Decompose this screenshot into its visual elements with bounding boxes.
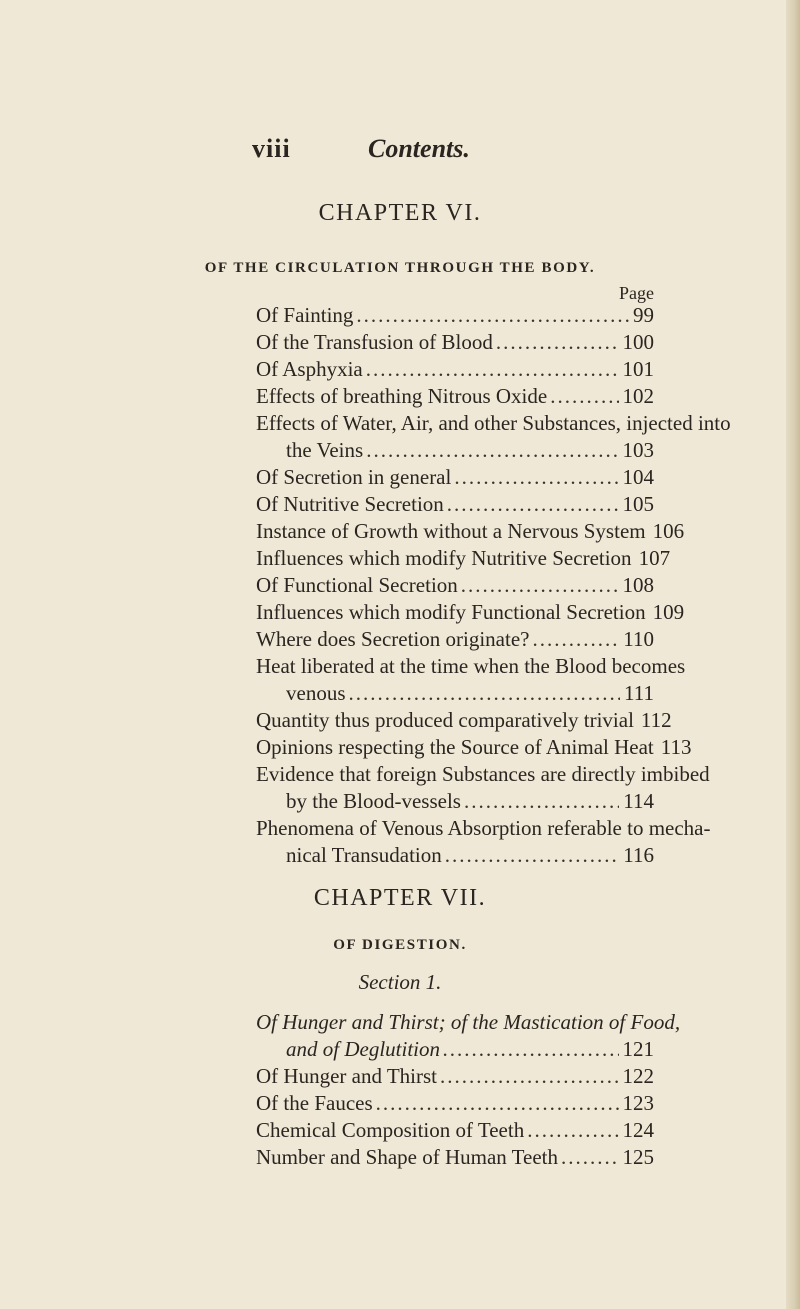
toc-entry-title: Of the Fauces (256, 1091, 373, 1115)
toc-entry-page: 125 (622, 1145, 654, 1169)
toc-entry-page: 108 (622, 573, 654, 597)
running-title: Contents. (368, 134, 470, 163)
toc-entry-page: 122 (622, 1064, 654, 1088)
page-header (0, 134, 800, 174)
toc-entry-title: Instance of Growth without a Nervous System (256, 519, 646, 543)
toc-entry-line: Phenomena of Venous Absorption referable to mecha- (256, 816, 711, 840)
toc-entry-page: 106 (652, 519, 685, 543)
toc-entry (256, 600, 685, 626)
toc-entry (256, 573, 654, 599)
toc-entry (256, 1064, 654, 1090)
toc-entry-title: Influences which modify Nutritive Secretion (256, 546, 632, 570)
toc-entry-page: 123 (622, 1091, 654, 1115)
toc-entry-line: Effects of Water, Air, and other Substances, injected into (256, 411, 731, 435)
toc-entry-title: nical Transudation (286, 843, 442, 867)
toc-entry-title: venous (286, 681, 346, 705)
toc-entry (256, 465, 654, 491)
toc-entry-title: Effects of breathing Nitrous Oxide (256, 384, 548, 408)
toc-entry (286, 789, 654, 815)
leader-dots (366, 357, 619, 382)
toc-entry-line: Heat liberated at the time when the Blood becomes (256, 654, 686, 678)
leader-dots (532, 627, 619, 652)
leader-dots (496, 330, 619, 355)
toc-entry (256, 1118, 654, 1144)
leader-dots (366, 438, 618, 463)
chapter-7-heading: CHAPTER VII. (313, 885, 487, 911)
toc-entry (256, 384, 654, 410)
toc-entry (256, 735, 692, 761)
page-folio: viii (252, 134, 291, 163)
toc-entry (256, 492, 654, 518)
toc-entry-title: Influences which modify Functional Secretion (256, 600, 646, 624)
leader-dots (349, 681, 621, 706)
toc-entry-page: 112 (640, 708, 672, 732)
chapter-7-subtitle: OF DIGESTION. (333, 937, 467, 953)
toc-entry-page: 103 (622, 438, 654, 462)
page-edge (786, 0, 800, 1309)
leader-dots (376, 1091, 619, 1116)
toc-entry-page: 116 (623, 843, 654, 867)
toc-entry-title: the Veins (286, 438, 364, 462)
toc-entry-page: 99 (633, 303, 654, 327)
section-heading: Section 1. (358, 970, 442, 994)
toc-entry (256, 627, 654, 653)
toc-entry-page: 102 (622, 384, 654, 408)
toc-entry-page: 101 (622, 357, 654, 381)
page-column-label: Page (619, 283, 654, 303)
toc-entry-title: Of Secretion in general (256, 465, 452, 489)
toc-entry-title: Number and Shape of Human Teeth (256, 1145, 558, 1169)
toc-entry-title: Chemical Composition of Teeth (256, 1118, 525, 1142)
toc-entry (256, 357, 654, 383)
leader-dots (447, 492, 619, 517)
leader-dots (464, 789, 619, 814)
leader-dots (527, 1118, 618, 1143)
toc-entry-page: 109 (652, 600, 685, 624)
toc-entry (256, 330, 654, 356)
chapter-6-heading: CHAPTER VI. (318, 200, 482, 226)
toc-entry-page: 111 (624, 681, 654, 705)
toc-entry-title: Of Asphyxia (256, 357, 363, 381)
toc-entry-page: 124 (622, 1118, 654, 1142)
toc-entry (256, 1091, 654, 1117)
toc-entry (256, 303, 654, 329)
toc-entry (256, 1145, 654, 1171)
toc-entry (256, 519, 685, 545)
toc-entry-page: 121 (622, 1037, 654, 1061)
toc-entry-title: Of the Transfusion of Blood (256, 330, 493, 354)
toc-entry-page: 100 (622, 330, 654, 354)
toc-entry-page: 105 (622, 492, 654, 516)
leader-dots (461, 573, 619, 598)
toc-entry-title: Of Fainting (256, 303, 354, 327)
toc-entry (286, 1037, 654, 1063)
toc-entry-page: 107 (638, 546, 671, 570)
leader-dots (440, 1064, 619, 1089)
toc-entry-page: 113 (660, 735, 692, 759)
leader-dots (356, 303, 629, 328)
toc-entry (286, 843, 654, 869)
chapter-6-subtitle: OF THE CIRCULATION THROUGH THE BODY. (204, 260, 596, 276)
toc-entry-title: and of Deglutition (286, 1037, 440, 1061)
leader-dots (445, 843, 620, 868)
toc-entry (256, 546, 671, 572)
toc-entry-line: Evidence that foreign Substances are directly imbibed (256, 762, 710, 786)
toc-entry-title: Of Hunger and Thirst (256, 1064, 437, 1088)
toc-entry (286, 438, 654, 464)
toc-entry-line: Of Hunger and Thirst; of the Mastication of Food, (256, 1010, 681, 1034)
leader-dots (454, 465, 618, 490)
toc-entry-page: 110 (623, 627, 654, 651)
toc-entry-title: Of Nutritive Secretion (256, 492, 444, 516)
toc-entry-title: Opinions respecting the Source of Animal Heat (256, 735, 654, 759)
toc-entry (256, 708, 672, 734)
leader-dots (443, 1037, 619, 1062)
leader-dots (561, 1145, 619, 1170)
toc-entry-title: Where does Secretion originate? (256, 627, 530, 651)
leader-dots (550, 384, 618, 409)
toc-entry-page: 104 (622, 465, 654, 489)
toc-entry-title: Quantity thus produced comparatively trivial (256, 708, 634, 732)
toc-entry-page: 114 (623, 789, 654, 813)
toc-entry-title: by the Blood-vessels (286, 789, 461, 813)
toc-entry-title: Of Functional Secretion (256, 573, 458, 597)
toc-entry (286, 681, 654, 707)
